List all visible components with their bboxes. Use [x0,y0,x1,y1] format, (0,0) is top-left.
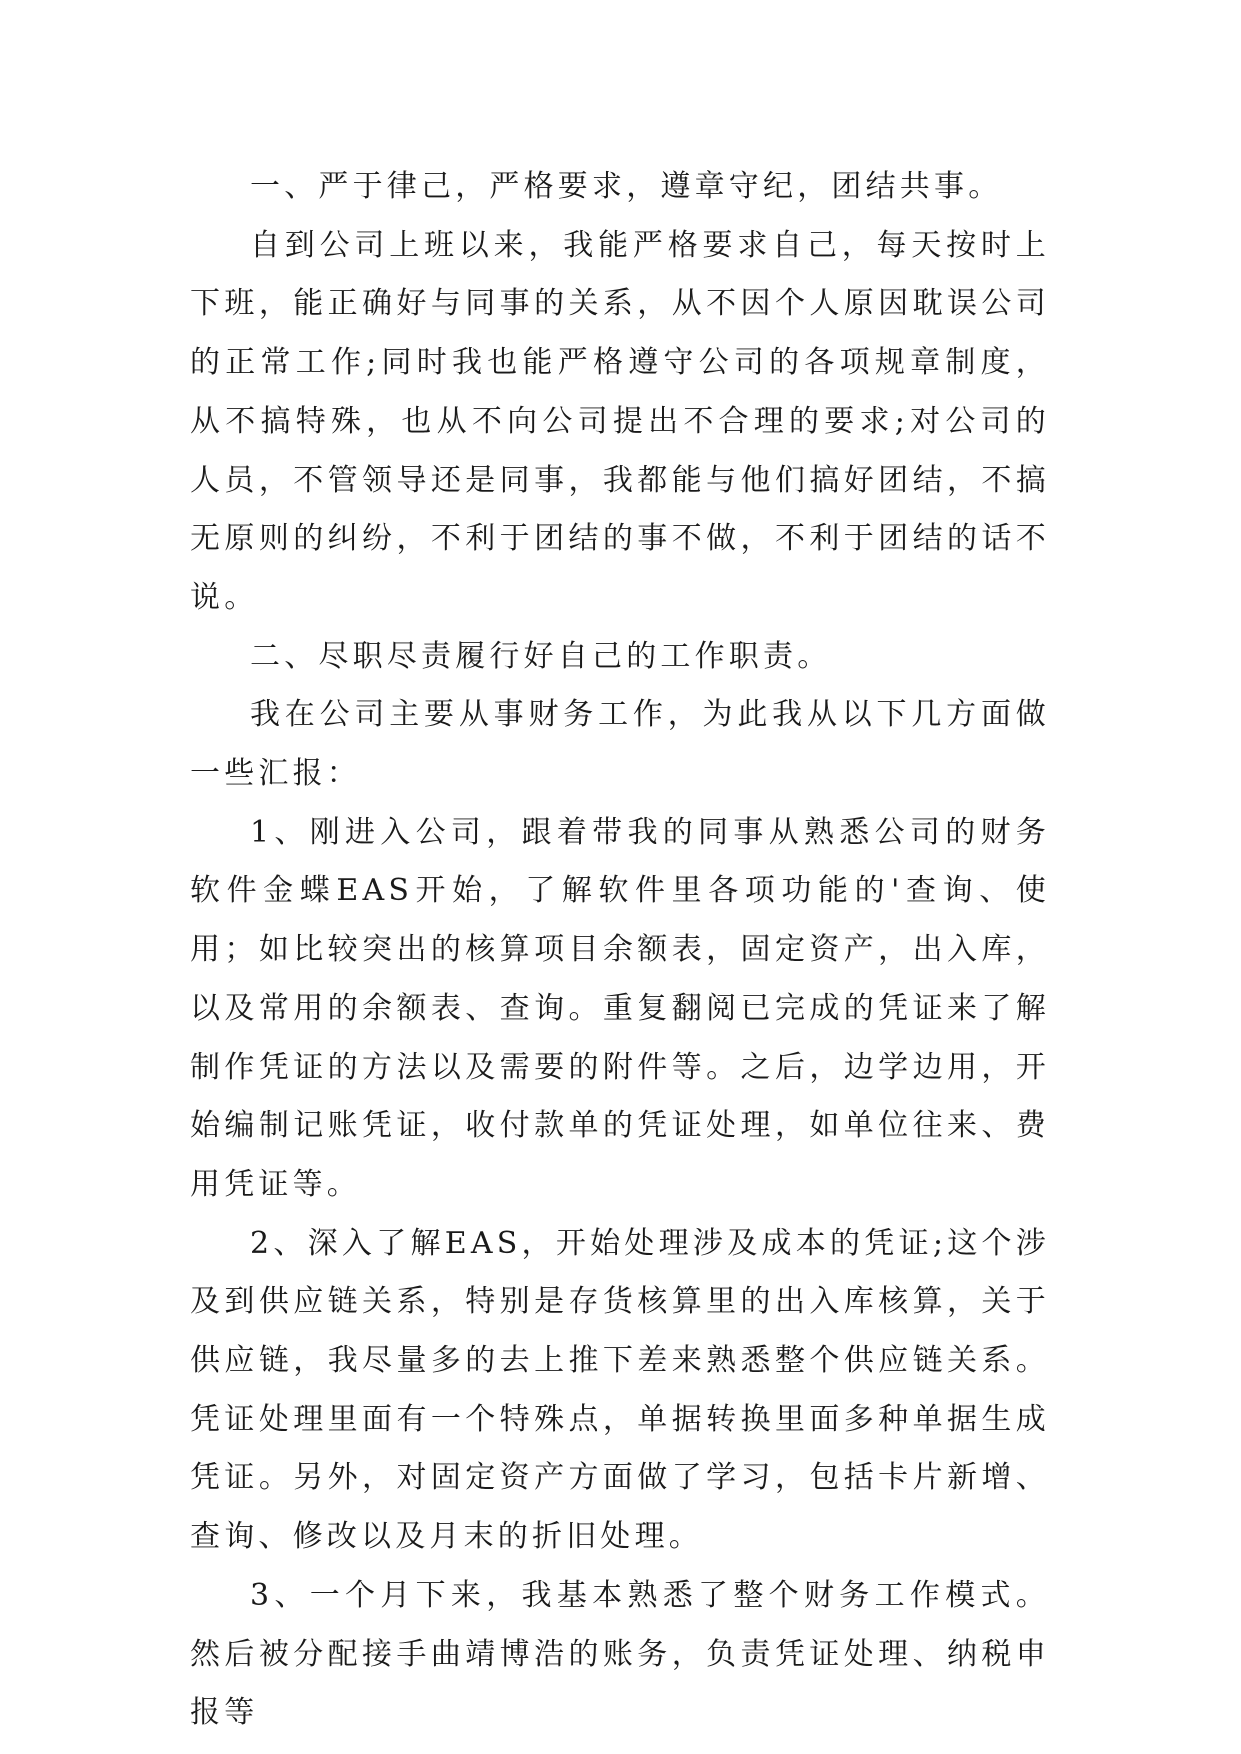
paragraph-1: 自到公司上班以来，我能严格要求自己，每天按时上下班，能正确好与同事的关系，从不因个人原因耽误公司的正常工作;同时我也能严格遵守公司的各项规章制度，从不搞特殊，也从不向公司提出不合理的要求;对公司的人员，不管领导还是同事，我都能与他们搞好团结，不搞无原则的纠纷，不利于团结的事不做，不利于团结的话不说。 [190,227,1050,615]
paragraph-item-3: 3、一个月下来，我基本熟悉了整个财务工作模式。然后被分配接手曲靖博浩的账务，负责凭证处理、纳税申报等 [190,1577,1050,1731]
paragraph-2: 我在公司主要从事财务工作，为此我从以下几方面做一些汇报： [190,697,1050,792]
paragraph-item-2: 2、深入了解EAS，开始处理涉及成本的凭证;这个涉及到供应链关系，特别是存货核算里的出入库核算，关于供应链，我尽量多的去上推下差来熟悉整个供应链关系。凭证处理里面有一个特殊点，单据转换里面多种单据生成凭证。另外，对固定资产方面做了学习，包括卡片新增、查询、修改以及月末的折旧处理。 [190,1225,1050,1555]
document-body [190,158,1050,1743]
section-heading-2: 二、尽职尽责履行好自己的工作职责。 [250,638,832,674]
paragraph-item-1: 1、刚进入公司，跟着带我的同事从熟悉公司的财务软件金蝶EAS开始，了解软件里各项功能的'查询、使用；如比较突出的核算项目余额表，固定资产，出入库，以及常用的余额表、查询。重复翻阅已完成的凭证来了解制作凭证的方法以及需要的附件等。之后，边学边用，开始编制记账凭证，收付款单的凭证处理，如单位往来、费用凭证等。 [190,814,1050,1202]
section-heading-1: 一、严于律己，严格要求，遵章守纪，团结共事。 [250,169,1003,204]
